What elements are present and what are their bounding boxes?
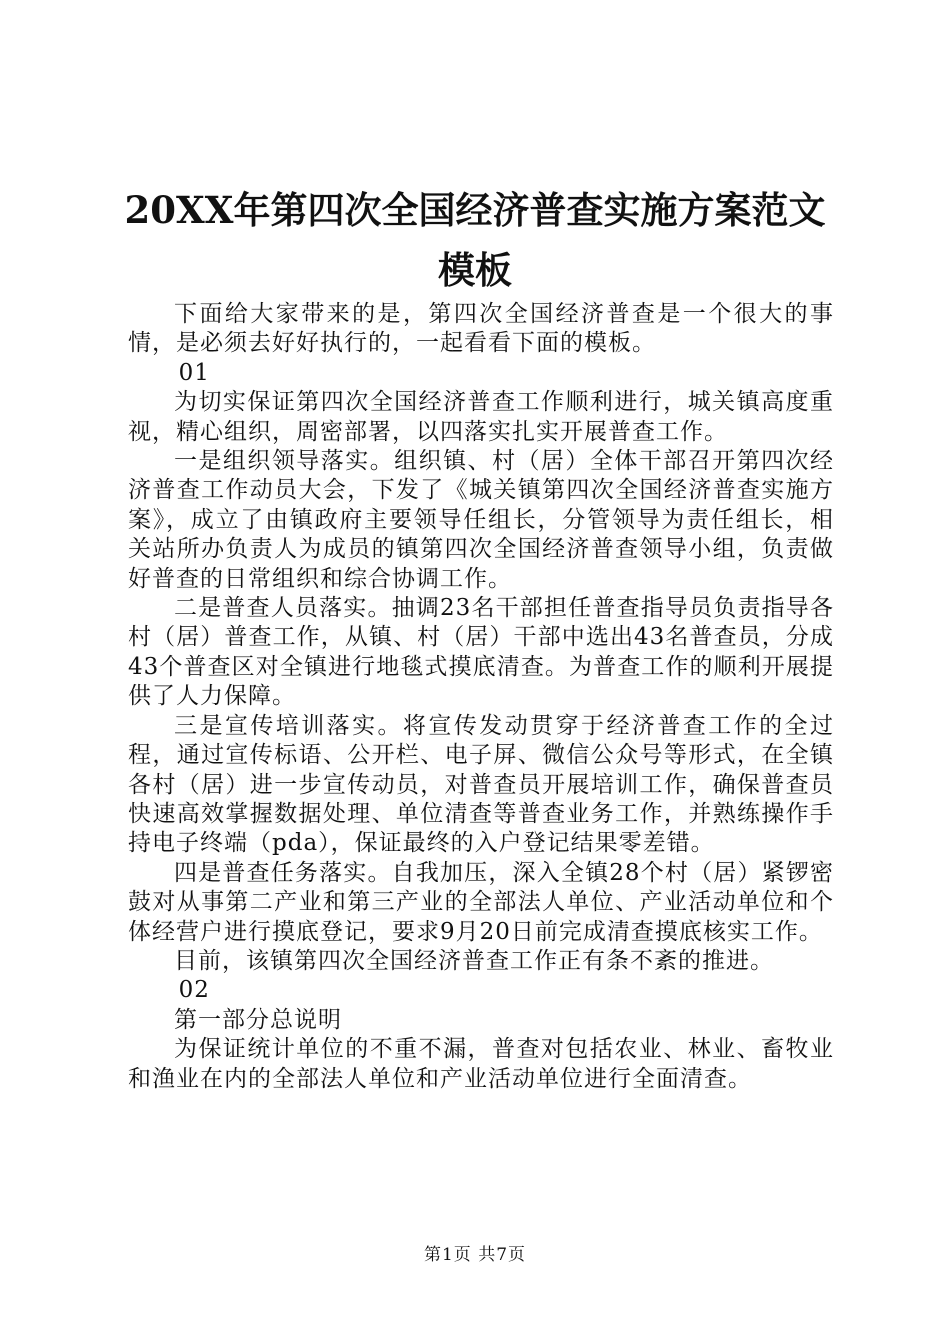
document-title: 20XX年第四次全国经济普查实施方案范文模板 [124, 188, 826, 292]
body-paragraph: 一是组织领导落实。组织镇、村（居）全体干部召开第四次经济普查工作动员大会，下发了《城关镇第四次全国经济普查实施方案》，成立了由镇政府主要领导任组长，分管领导为责任组长，相关站所办负责人为成员的镇第四次全国经济普查领导小组，负责做好普查的日常组织和综合协调工作。 [128, 448, 834, 592]
body-paragraph: 三是宣传培训落实。将宣传发动贯穿于经济普查工作的全过程，通过宣传标语、公开栏、电子屏、微信公众号等形式，在全镇各村（居）进一步宣传动员，对普查员开展培训工作，确保普查员快速高效掌握数据处理、单位清查等普查业务工作，并熟练操作手持电子终端（pda），保证最终的入户登记结果零差错。 [128, 712, 834, 857]
body-paragraph: 二是普查人员落实。抽调23名干部担任普查指导员负责指导各村（居）普查工作，从镇、村（居）干部中选出43名普查员，分成43个普查区对全镇进行地毯式摸底清查。为普查工作的顺利开展提供了人力保障。 [128, 595, 834, 710]
intro-paragraph: 下面给大家带来的是，第四次全国经济普查是一个很大的事情，是必须去好好执行的，一起看看下面的模板。 [128, 301, 834, 357]
document-body [128, 300, 834, 1094]
section-marker: 01 [178, 359, 210, 386]
page-number-footer: 第1页 共7页 [423, 1245, 527, 1265]
body-paragraph: 为保证统计单位的不重不漏，普查对包括农业、林业、畜牧业和渔业在内的全部法人单位和产业活动单位进行全面清查。 [128, 1036, 834, 1092]
body-paragraph: 目前，该镇第四次全国经济普查工作正有条不紊的推进。 [174, 947, 774, 974]
body-paragraph: 为切实保证第四次全国经济普查工作顺利进行，城关镇高度重视，精心组织，周密部署，以四落实扎实开展普查工作。 [128, 389, 834, 445]
section-marker: 02 [178, 977, 210, 1004]
body-paragraph: 四是普查任务落实。自我加压，深入全镇28个村（居）紧锣密鼓对从事第二产业和第三产业的全部法人单位、产业活动单位和个体经营户进行摸底登记，要求9月20日前完成清查摸底核实工作。 [128, 859, 834, 945]
section-heading: 第一部分总说明 [174, 1006, 342, 1033]
